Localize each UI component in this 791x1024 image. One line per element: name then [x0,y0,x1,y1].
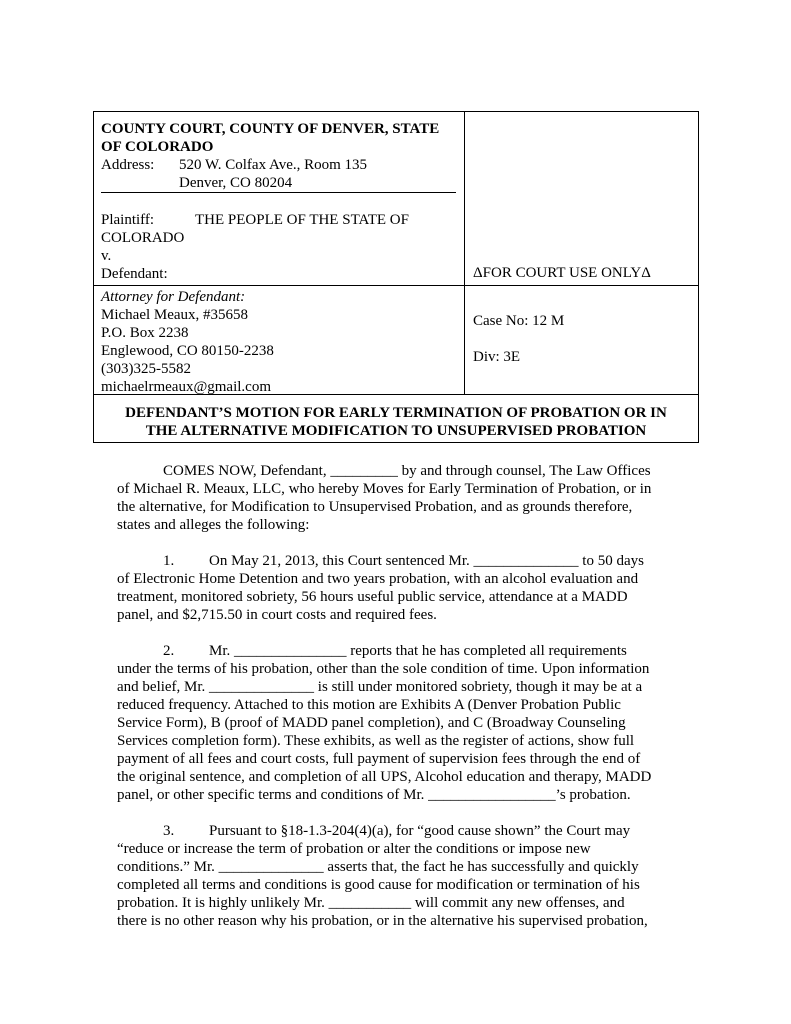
attorney-phone: (303)325-5582 [101,361,191,377]
paragraph-2-line: payment of all fees and court costs, full payment of supervision fees through the end of [117,751,641,767]
paragraph-3-line: “reduce or increase the term of probation or alter the conditions or impose new [117,841,591,857]
paragraph-1-line: treatment, monitored sobriety, 56 hours useful public service, attendance at a MADD [117,589,628,605]
motion-title-line1: DEFENDANT’S MOTION FOR EARLY TERMINATION OF PROBATION OR IN [125,405,667,421]
paragraph-3-line: there is no other reason why his probation, or in the alternative his supervised probation, [117,913,648,929]
intro-line: the alternative, for Modification to Unsupervised Probation, and as grounds therefore, [117,499,633,515]
paragraph-1-line: 1. On May 21, 2013, this Court sentenced Mr. ______________ to 50 days [163,553,644,569]
paragraph-3 [117,822,677,930]
attorney-email: michaelrmeaux@gmail.com [101,379,272,395]
intro-paragraph [117,462,677,534]
case-number: Case No: 12 M [473,313,565,329]
paragraph-3-line: probation. It is highly unlikely Mr. ___________ will commit any new offenses, and [117,895,625,911]
plaintiff-label: Plaintiff: [101,212,155,228]
paragraph-3-line: 3. Pursuant to §18-1.3-204(4)(a), for “good cause shown” the Court may [163,823,631,839]
paragraph-1-line: panel, and $2,715.50 in court costs and required fees. [117,607,437,623]
paragraph-2-line: Service Form), B (proof of MADD panel completion), and C (Broadway Counseling [117,715,626,731]
attorney-po-box: P.O. Box 2238 [101,325,189,341]
case-number-cell [465,286,698,395]
paragraph-number: 3. [163,823,175,839]
intro-line: COMES NOW, Defendant, _________ by and through counsel, The Law Offices [163,463,651,479]
paragraph-2-line: and belief, Mr. ______________ is still under monitored sobriety, though it may be at a [117,679,643,695]
address-street: 520 W. Colfax Ave., Room 135 [179,157,368,173]
paragraph-1 [117,552,677,624]
versus-text: v. [101,248,112,264]
case-caption-table [93,111,699,443]
paragraph-3-line: completed all terms and conditions is good cause for modification or termination of his [117,877,640,893]
defendant-label: Defendant: [101,266,168,282]
plaintiff-line [101,211,456,229]
paragraph-2-line: panel, or other specific terms and conditions of Mr. _________________’s probation. [117,787,631,803]
motion-title-line2: THE ALTERNATIVE MODIFICATION TO UNSUPERVISED PROBATION [145,423,647,439]
paragraph-number: 1. [163,553,175,569]
plaintiff-name-line2: COLORADO [101,230,185,246]
court-name-line2: OF COLORADO [101,139,214,155]
paragraph-2-line: the original sentence, and completion of all UPS, Alcohol education and therapy, MADD [117,769,652,785]
court-info-cell [94,112,465,286]
motion-body [117,462,677,930]
court-use-only-label: ΔFOR COURT USE ONLYΔ [473,265,651,281]
address-label: Address: [101,157,155,173]
address-city: Denver, CO 80204 [179,175,293,191]
intro-line: states and alleges the following: [117,517,310,533]
paragraph-3-line: conditions.” Mr. ______________ asserts that, the fact he has successfully and quickly [117,859,639,875]
division: Div: 3E [473,349,521,365]
paragraph-2-line: Services completion form). These exhibits, as well as the register of actions, show full [117,733,635,749]
paragraph-2-line: 2. Mr. _______________ reports that he has completed all requirements [163,643,627,659]
attorney-heading: Attorney for Defendant: [101,289,246,305]
court-use-cell [465,112,698,286]
plaintiff-name-line1: THE PEOPLE OF THE STATE OF [195,212,409,228]
court-name-line1: COUNTY COURT, COUNTY OF DENVER, STATE [101,121,440,137]
court-address-line1 [101,156,456,174]
paragraph-2 [117,642,677,804]
paragraph-number: 2. [163,643,175,659]
motion-title-cell [94,395,698,442]
paragraph-2-line: under the terms of his probation, other than the sole condition of time. Upon information [117,661,650,677]
court-address-line2 [101,174,456,192]
paragraph-1-line: of Electronic Home Detention and two years probation, with an alcohol evaluation and [117,571,639,587]
intro-line: of Michael R. Meaux, LLC, who hereby Moves for Early Termination of Probation, or in [117,481,652,497]
paragraph-2-line: reduced frequency. Attached to this motion are Exhibits A (Denver Probation Public [117,697,621,713]
attorney-cell [94,286,465,395]
attorney-name: Michael Meaux, #35658 [101,307,249,323]
attorney-city: Englewood, CO 80150-2238 [101,343,274,359]
